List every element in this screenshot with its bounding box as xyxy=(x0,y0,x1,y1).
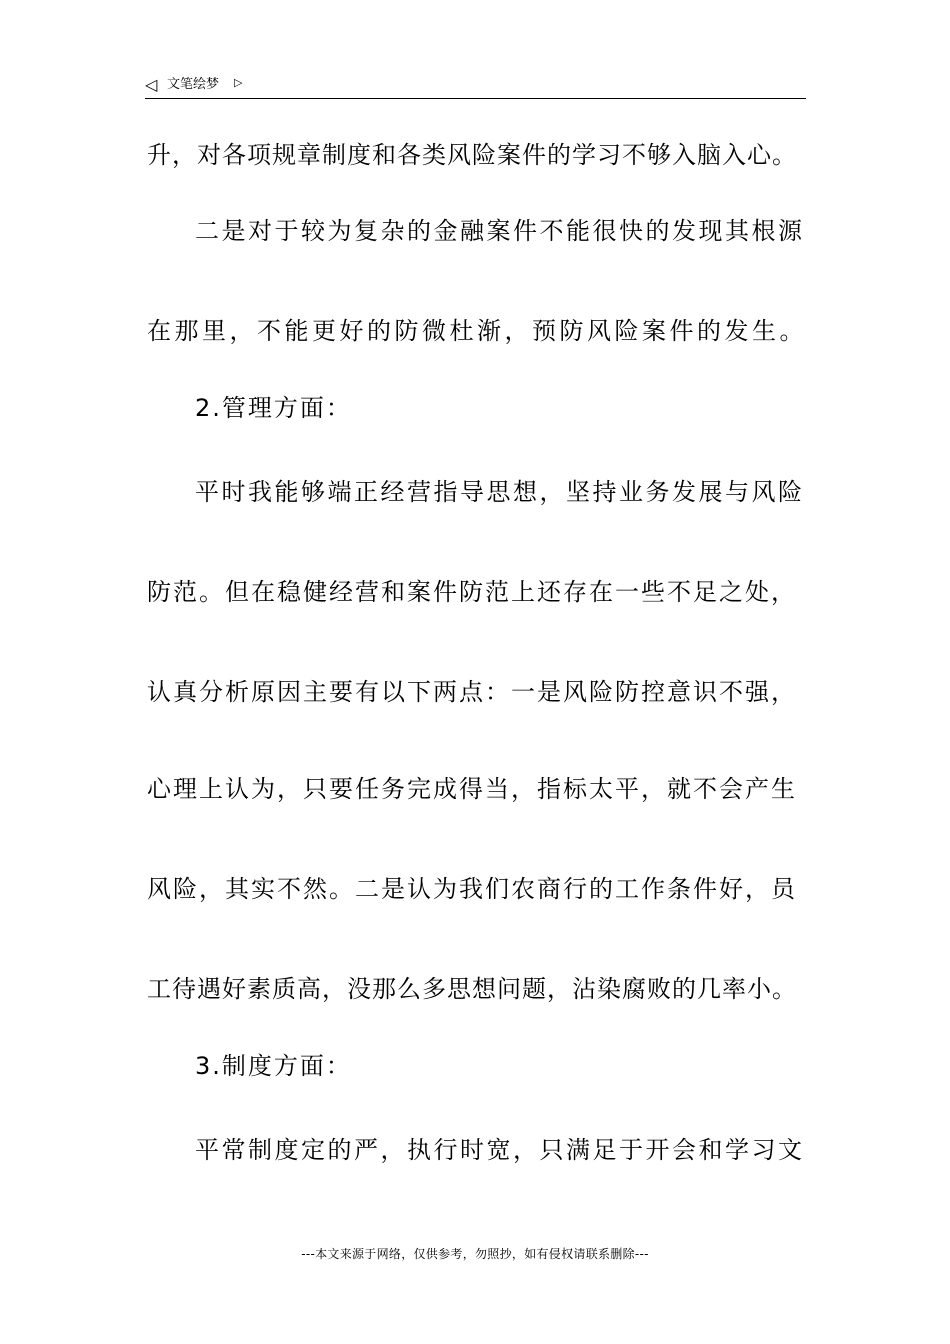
section-heading-system: 3.制度方面： xyxy=(195,1052,352,1080)
triangle-left-icon: ◁ xyxy=(145,75,158,94)
body-line-2: 二是对于较为复杂的金融案件不能很快的发现其根源 xyxy=(195,217,805,245)
body-line-12: 平常制度定的严，执行时宽，只满足于开会和学习文 xyxy=(195,1136,805,1164)
body-line-10: 工待遇好素质高，没那么多思想问题，沾染腐败的几率小。 xyxy=(147,975,797,1003)
body-line-9: 风险，其实不然。二是认为我们农商行的工作条件好，员 xyxy=(147,875,797,903)
body-line-8: 心理上认为，只要任务完成得当，指标太平，就不会产生 xyxy=(147,775,797,803)
body-line-7: 认真分析原因主要有以下两点：一是风险防控意识不强， xyxy=(147,678,797,706)
header-title: 文笔绘梦 xyxy=(167,77,220,92)
body-line-6: 防范。但在稳健经营和案件防范上还存在一些不足之处， xyxy=(147,578,797,606)
page-header xyxy=(145,72,806,99)
triangle-right-icon: ▷ xyxy=(234,76,243,89)
section-heading-management: 2.管理方面： xyxy=(195,394,352,422)
body-line-1: 升，对各项规章制度和各类风险案件的学习不够入脑入心。 xyxy=(147,141,797,169)
footer-disclaimer: ---本文来源于网络，仅供参考，勿照抄，如有侵权请联系删除--- xyxy=(301,1247,649,1261)
body-line-3: 在那里，不能更好的防微杜渐，预防风险案件的发生。 xyxy=(147,317,807,345)
body-line-5: 平时我能够端正经营指导思想，坚持业务发展与风险 xyxy=(195,478,805,506)
